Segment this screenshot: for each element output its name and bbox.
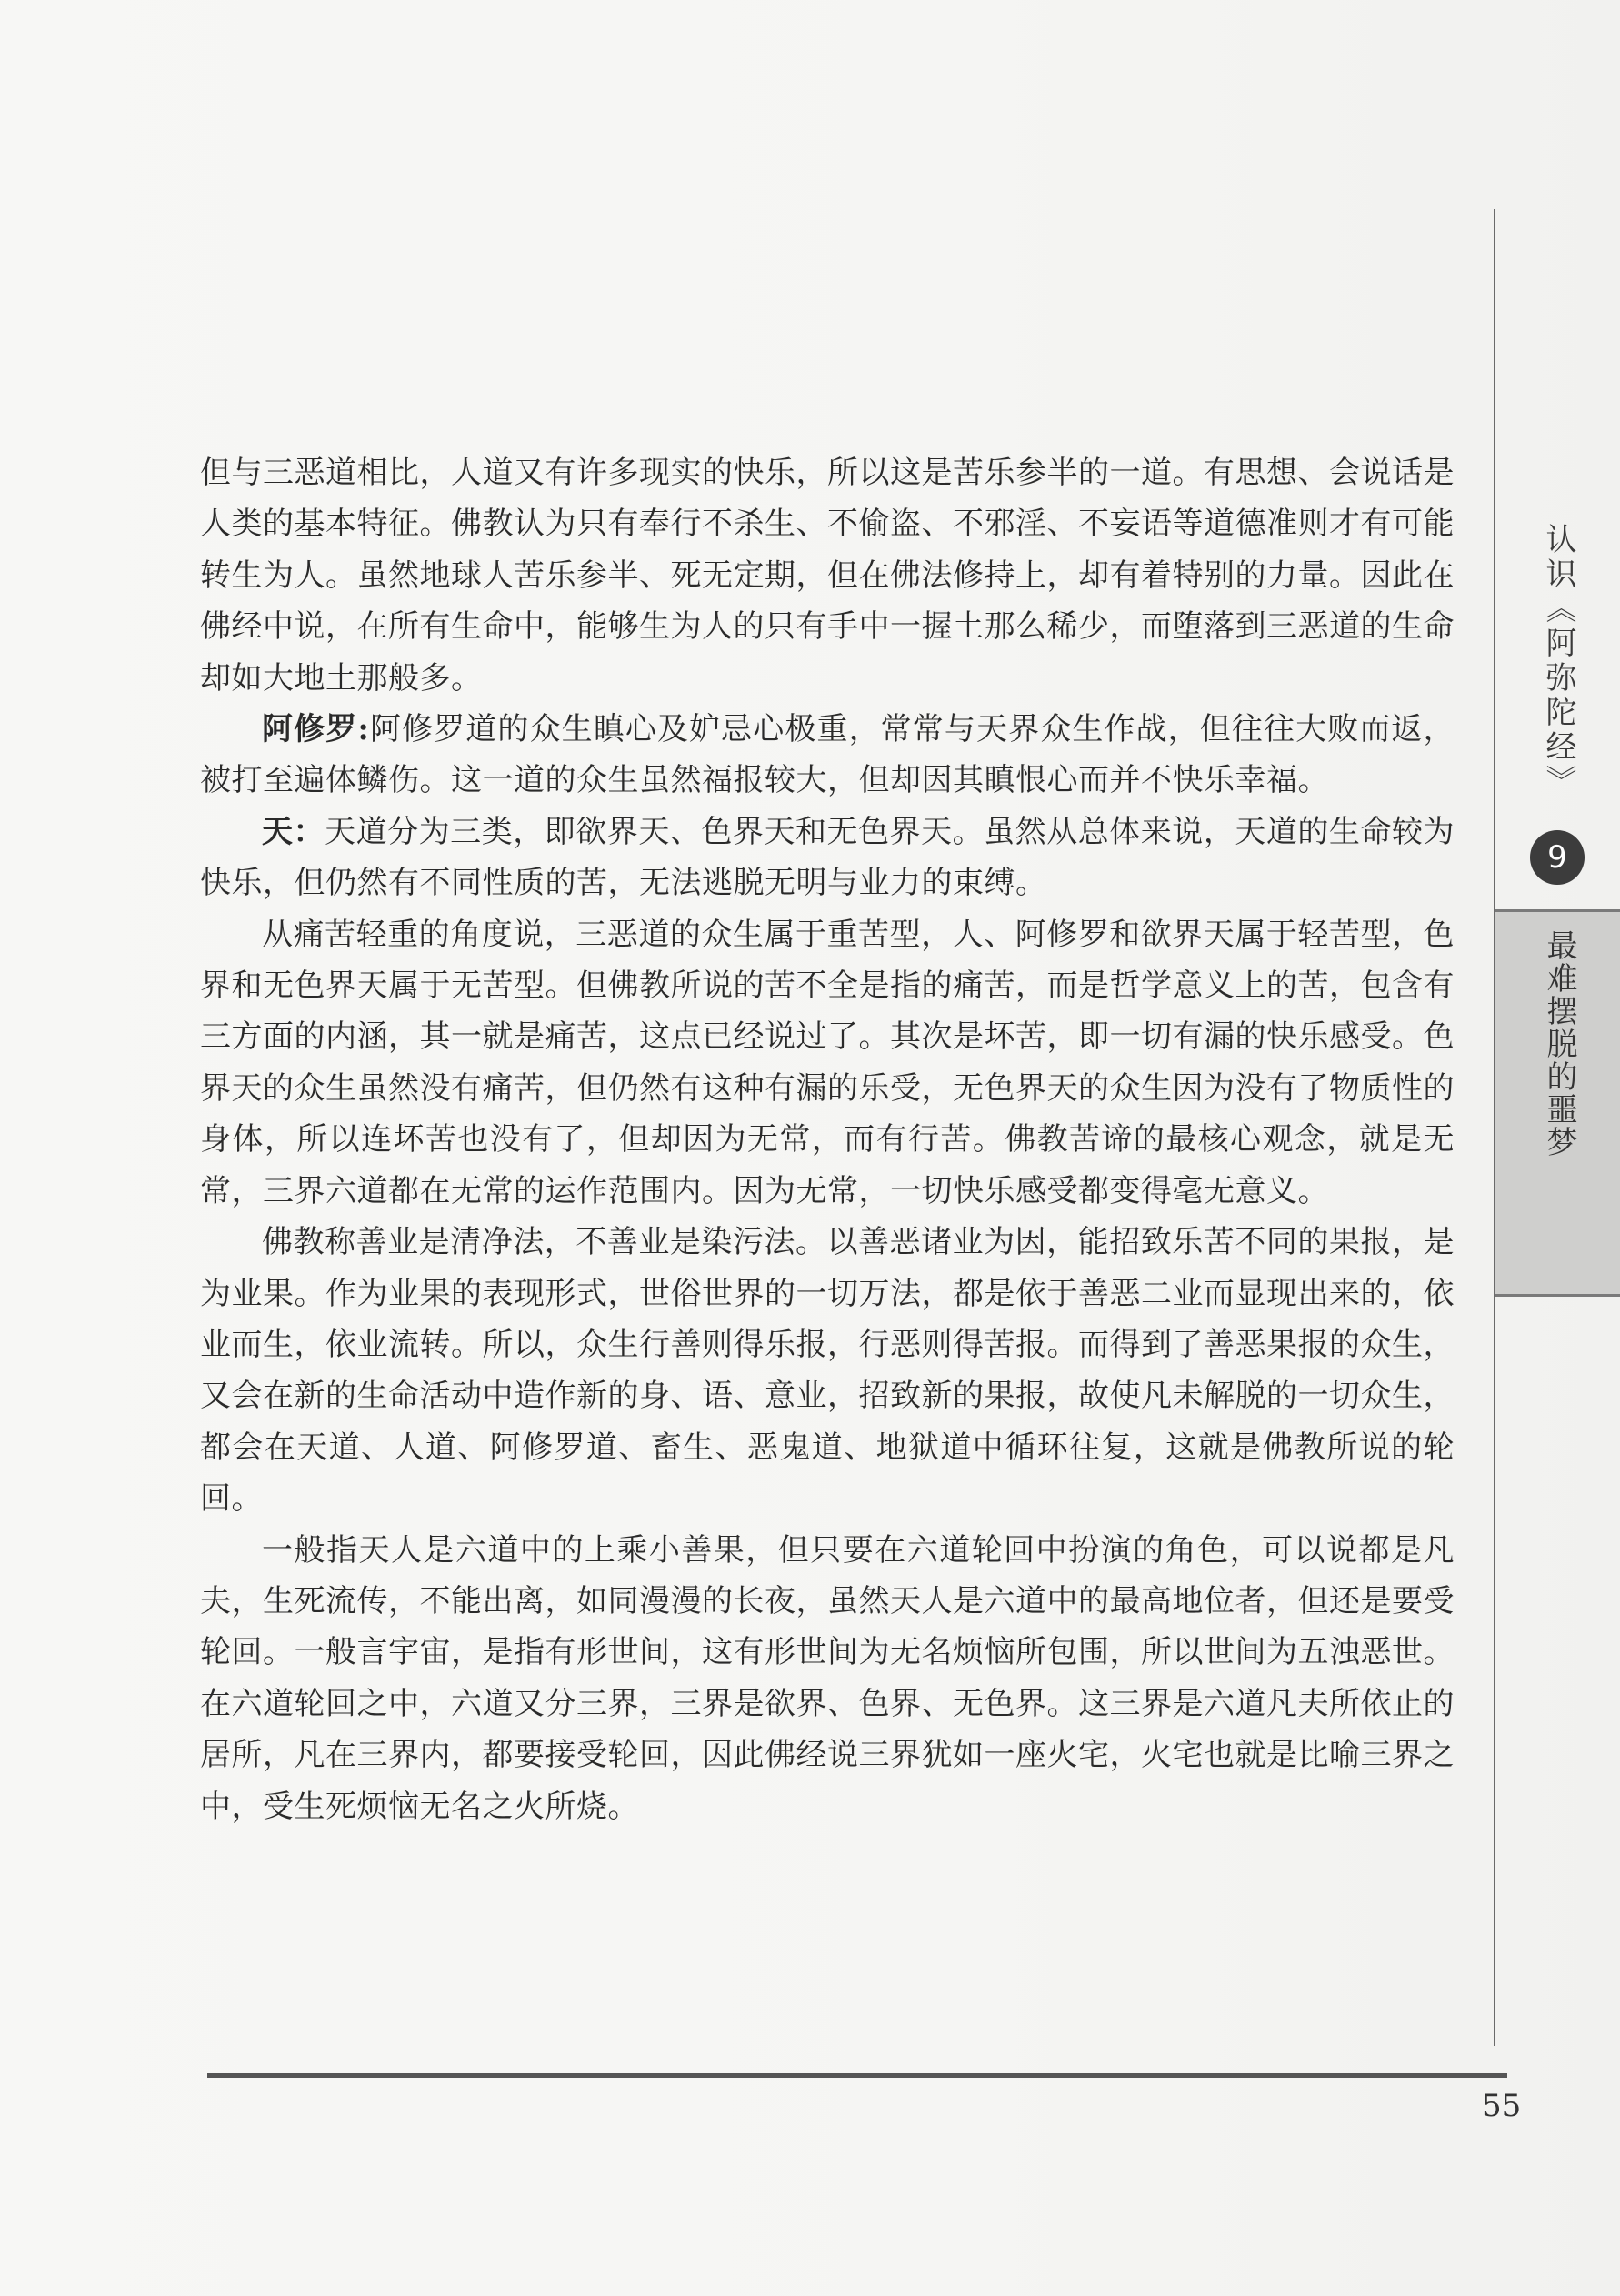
footer-rule — [207, 2073, 1507, 2078]
paragraph-asura-text: 阿修罗道的众生瞋心及妒忌心极重，常常与天界众生作战，但往往大败而返，被打至遍体鳞伤。这一道的众生虽然福报较大，但却因其瞋恨心而并不快乐幸福。 — [200, 711, 1455, 799]
paragraph-heaven-text: 天道分为三类，即欲界天、色界天和无色界天。虽然从总体来说，天道的生命较为快乐，但仍然有不同性质的苦，无法逃脱无明与业力的束缚。 — [200, 813, 1455, 902]
page-number: 55 — [1482, 2088, 1522, 2124]
chapter-number-badge: 9 — [1530, 830, 1585, 885]
body-text — [200, 447, 1455, 1832]
chapter-title-vertical: 最难摆脱的噩梦 — [1541, 929, 1577, 1158]
paragraph-humans-continued: 但与三恶道相比，人道又有许多现实的快乐，所以这是苦乐参半的一道。有思想、会说话是人类的基本特征。佛教认为只有奉行不杀生、不偷盗、不邪淫、不妄语等道德准则才有可能转生为人。虽然地球人苦乐参半、死无定期，但在佛法修持上，却有着特别的力量。因此在佛经中说，在所有生命中，能够生为人的只有手中一握土那么稀少，而堕落到三恶道的生命却如大地土那般多。 — [200, 455, 1455, 697]
paragraph-three-realms: 一般指天人是六道中的上乘小善果，但只要在六道轮回中扮演的角色，可以说都是凡夫，生死流传，不能出离，如同漫漫的长夜，虽然天人是六道中的最高地位者，但还是要受轮回。一般言宇宙，是指有形世间，这有形世间为无名烦恼所包围，所以世间为五浊恶世。在六道轮回之中，六道又分三界，三界是欲界、色界、无色界。这三界是六道凡夫所依止的居所，凡在三界内，都要接受轮回，因此佛经说三界犹如一座火宅，火宅也就是比喻三界之中，受生死烦恼无名之火所烧。 — [200, 1531, 1455, 1825]
book-title-vertical: 认识《阿弥陀经》 — [1540, 523, 1576, 799]
paragraph-asura — [200, 704, 1455, 807]
term-heaven: 天： — [262, 813, 325, 850]
paragraph-suffering-types: 从痛苦轻重的角度说，三恶道的众生属于重苦型，人、阿修罗和欲界天属于轻苦型，色界和无色界天属于无苦型。但佛教所说的苦不全是指的痛苦，而是哲学意义上的苦，包含有三方面的内涵，其一就是痛苦，这点已经说过了。其次是坏苦，即一切有漏的快乐感受。色界天的众生虽然没有痛苦，但仍然有这种有漏的乐受，无色界天的众生因为没有了物质性的身体，所以连坏苦也没有了，但却因为无常，而有行苦。佛教苦谛的最核心观念，就是无常，三界六道都在无常的运作范围内。因为无常，一切快乐感受都变得毫无意义。 — [200, 916, 1455, 1209]
paragraph-heaven — [200, 807, 1455, 909]
paragraph-karma: 佛教称善业是清净法，不善业是染污法。以善恶诸业为因，能招致乐苦不同的果报，是为业果。作为业果的表现形式，世俗世界的一切万法，都是依于善恶二业而显现出来的，依业而生，依业流转。所以，众生行善则得乐报，行恶则得苦报。而得到了善恶果报的众生，又会在新的生命活动中造作新的身、语、意业，招致新的果报，故使凡未解脱的一切众生，都会在天道、人道、阿修罗道、畜生、恶鬼道、地狱道中循环往复，这就是佛教所说的轮回。 — [200, 1224, 1455, 1518]
term-asura: 阿修罗: — [262, 711, 370, 748]
